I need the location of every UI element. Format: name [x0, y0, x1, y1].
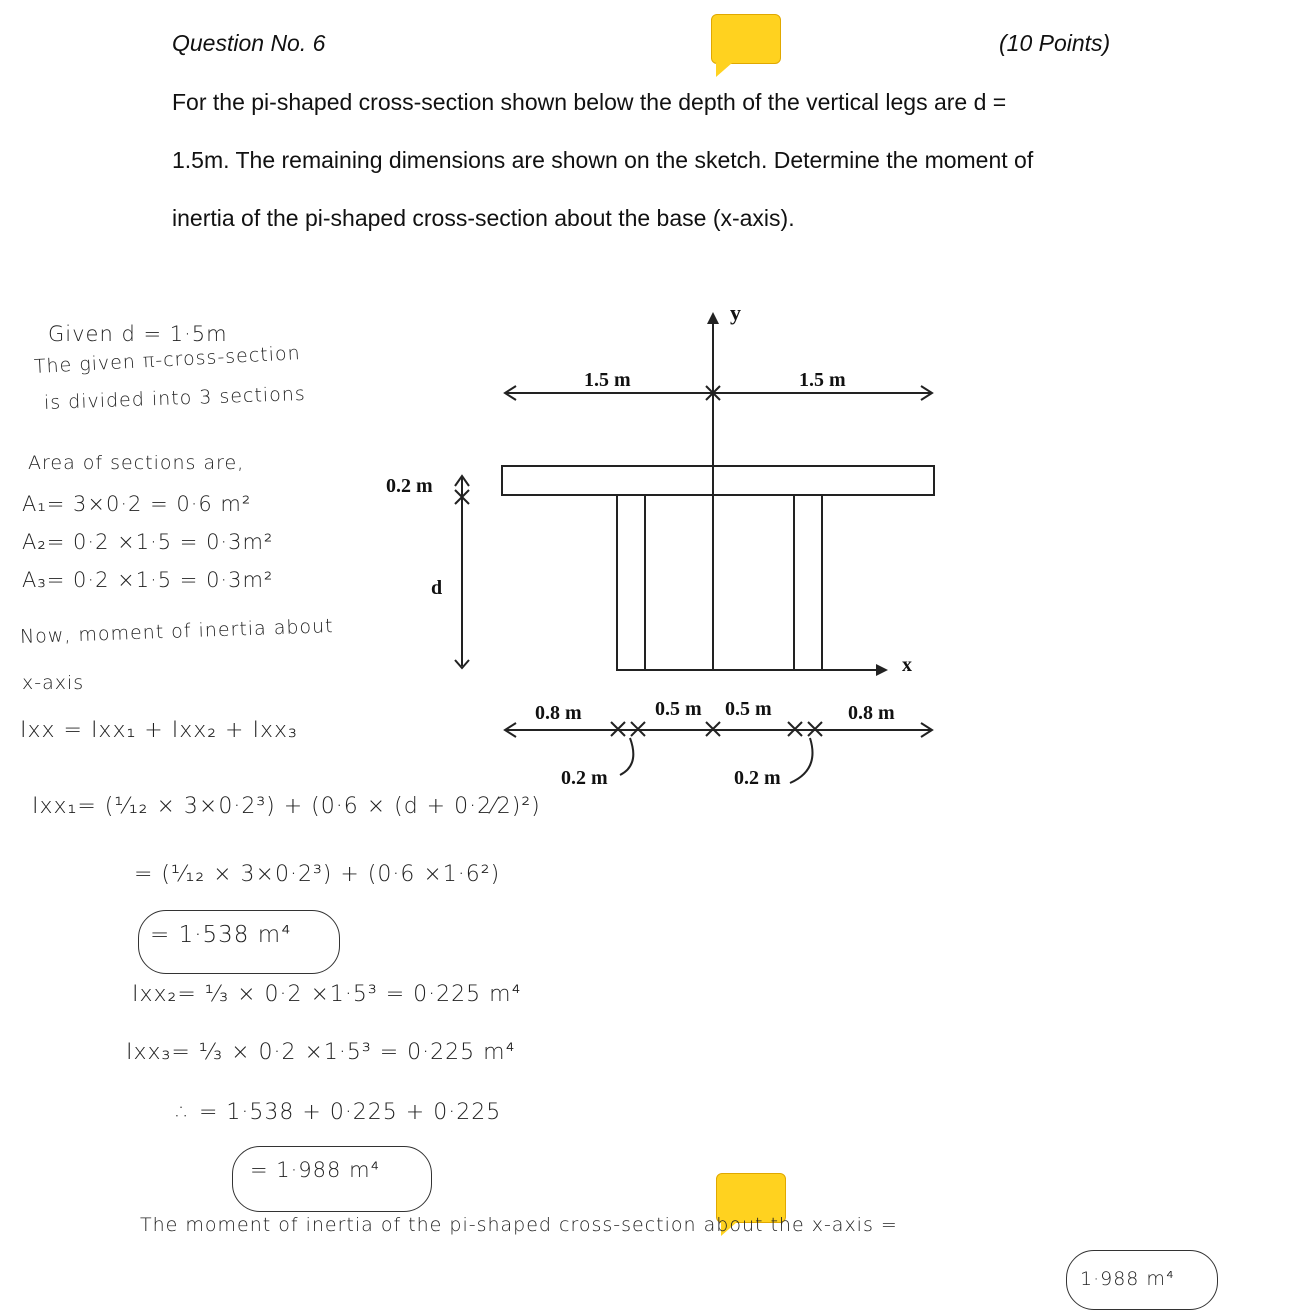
divided-line: is divided into 3 sections [43, 382, 307, 414]
question-text-line-1: For the pi-shaped cross-section shown below the depth of the vertical legs are d = [172, 89, 1007, 115]
question-number: Question No. 6 [172, 30, 326, 56]
ixx1-result: = 1·538 m⁴ [150, 922, 292, 948]
ixx-sum: Ixx = Ixx₁ + Ixx₂ + Ixx₃ [20, 718, 298, 743]
y-axis-label: y [730, 300, 741, 325]
right-leg-rect [794, 495, 822, 670]
dim-leg-depth: d [431, 577, 443, 599]
ixx1-substitution: = (¹⁄₁₂ × 3×0·2³) + (0·6 ×1·6²) [134, 862, 501, 887]
dim-leg-width-left: 0.2 m [561, 767, 608, 789]
dim-bottom-mid-right: 0.5 m [725, 698, 772, 720]
dim-top-left: 1.5 m [584, 369, 631, 391]
moi-title: Now, moment of inertia about [19, 615, 334, 648]
dim-bottom-right: 0.8 m [848, 702, 895, 724]
flange-rect [502, 466, 934, 495]
moi-axis: x-axis [22, 672, 85, 694]
ixx2-line: Ixx₂= ¹⁄₃ × 0·2 ×1·5³ = 0·225 m⁴ [132, 982, 522, 1007]
x-axis-label: x [902, 654, 912, 676]
question-points: (10 Points) [999, 30, 1111, 56]
left-leg-rect [617, 495, 645, 670]
question-text-line-3: inertia of the pi-shaped cross-section about the base (x-axis). [172, 205, 795, 231]
total-result: = 1·988 m⁴ [250, 1158, 380, 1182]
given-line: Given d = 1·5m [48, 322, 228, 346]
area-a1: A₁= 3×0·2 = 0·6 m² [22, 492, 252, 516]
areas-title: Area of sections are, [28, 452, 245, 474]
given-section-line: The given π-cross-section [33, 342, 302, 378]
conclusion-line: The moment of inertia of the pi-shaped cross-section about the x-axis = [140, 1214, 898, 1236]
ixx1-formula: Ixx₁= (¹⁄₁₂ × 3×0·2³) + (0·6 × (d + 0·2⁄2)²) [32, 794, 541, 819]
question-text-line-2: 1.5m. The remaining dimensions are shown on the sketch. Determine the moment of [172, 147, 1034, 173]
area-a2: A₂= 0·2 ×1·5 = 0·3m² [22, 530, 274, 554]
final-answer: 1·988 m⁴ [1080, 1268, 1175, 1290]
ixx3-line: Ixx₃= ¹⁄₃ × 0·2 ×1·5³ = 0·225 m⁴ [126, 1040, 516, 1065]
area-a3: A₃= 0·2 ×1·5 = 0·3m² [22, 568, 274, 592]
dim-leg-width-right: 0.2 m [734, 767, 781, 789]
dim-bottom-mid-left: 0.5 m [655, 698, 702, 720]
dim-top-right: 1.5 m [799, 369, 846, 391]
dim-bottom-left: 0.8 m [535, 702, 582, 724]
total-sum: ∴ = 1·538 + 0·225 + 0·225 [176, 1100, 502, 1125]
dim-flange-thickness: 0.2 m [386, 475, 433, 497]
